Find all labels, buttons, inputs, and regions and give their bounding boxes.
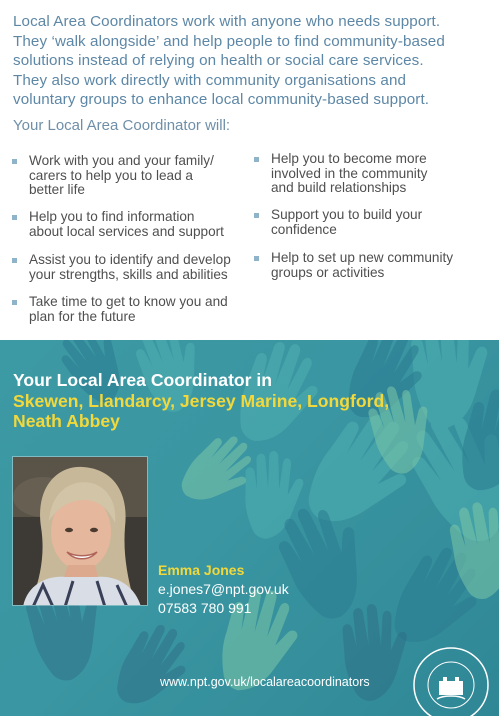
intro-line: Local Area Coordinators work with anyone who needs support.: [13, 13, 441, 30]
coordinator-area-line: Skewen, Llandarcy, Jersey Marine, Longford,: [13, 390, 390, 411]
benefit-line: and build relationships: [271, 180, 407, 195]
benefit-line: plan for the future: [29, 308, 136, 324]
bullet-icon: [12, 300, 17, 305]
benefit-line: groups or activities: [271, 264, 385, 280]
benefit-line: Assist you to identify and develop: [29, 252, 231, 267]
coordinator-name: Emma Jones: [158, 562, 245, 578]
bullet-icon: [254, 213, 259, 218]
benefit-item: [12, 210, 224, 239]
bullet-icon: [12, 159, 17, 164]
benefit-line: about local services and support: [29, 223, 224, 239]
benefit-line: Support you to build your: [271, 207, 423, 222]
benefit-item: [254, 208, 422, 237]
intro-line: They ‘walk alongside’ and help people to find community-based: [13, 32, 445, 50]
contact-details: [158, 560, 289, 618]
benefit-item: [12, 253, 231, 282]
coordinator-section: [0, 340, 499, 716]
benefit-line: involved in the community: [271, 165, 428, 181]
benefit-item: [254, 251, 453, 280]
coordinator-photo: [12, 456, 148, 606]
benefit-line: Help you to find information: [29, 209, 195, 224]
benefit-line: Take time to get to know you and: [29, 294, 228, 309]
bullet-icon: [254, 157, 259, 162]
benefits-list: [0, 0, 499, 340]
information-section: [0, 0, 499, 340]
benefit-line: Help you to become more: [271, 151, 427, 166]
bullet-icon: [12, 215, 17, 220]
website-link[interactable]: www.npt.gov.uk/localareacoordinators: [160, 675, 370, 689]
benefit-item: [12, 295, 228, 324]
intro-line: They also work directly with community organisations and: [13, 71, 407, 89]
bullet-icon: [254, 256, 259, 261]
coordinator-heading-line: Your Local Area Coordinator in: [13, 370, 273, 390]
benefit-line: better life: [29, 182, 85, 197]
coordinator-heading: [13, 370, 483, 432]
will-heading: Your Local Area Coordinator will:: [13, 117, 231, 134]
coordinator-area-line: Neath Abbey: [13, 411, 120, 431]
bullet-icon: [12, 258, 17, 263]
benefit-line: Work with you and your family/: [29, 153, 214, 168]
coordinator-phone[interactable]: 07583 780 991: [158, 600, 252, 616]
benefit-line: confidence: [271, 221, 337, 237]
benefit-line: Help to set up new community: [271, 250, 454, 265]
benefit-line: your strengths, skills and abilities: [29, 266, 228, 282]
intro-line: solutions instead of relying on health or social care services.: [13, 52, 424, 70]
coordinator-email-link[interactable]: e.jones7@npt.gov.uk: [158, 581, 289, 597]
council-seal-logo: [411, 645, 491, 716]
benefit-item: [12, 154, 214, 198]
benefit-item: [254, 152, 427, 196]
benefit-line: carers to help you to lead a: [29, 167, 193, 183]
intro-line: voluntary groups to enhance local community-based support.: [13, 91, 430, 109]
